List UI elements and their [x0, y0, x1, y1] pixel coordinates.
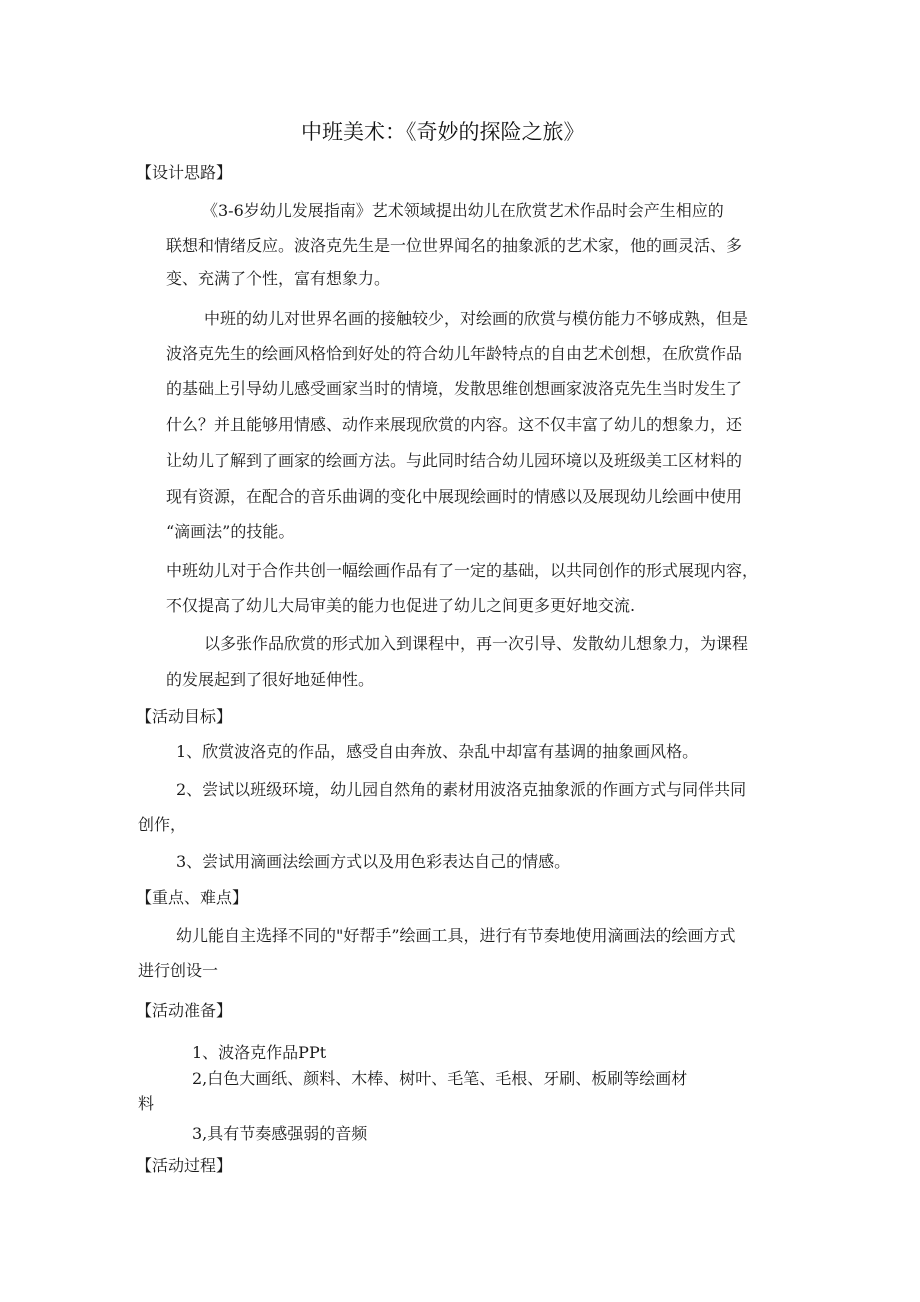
goal-item: 2、尝试以班级环境，幼儿园自然角的素材用波洛克抽象派的作画方式与同伴共同: [176, 780, 747, 799]
goal-item: 1、欣赏波洛克的作品，感受自由奔放、杂乱中却富有基调的抽象画风格。: [176, 742, 699, 761]
paragraph-line: 《3-6岁幼儿发展指南》艺术领域提出幼儿在欣赏艺术作品时会产生相应的: [202, 201, 724, 220]
paragraph-line: 幼儿能自主选择不同的"好帮手”绘画工具，进行有节奏地使用滴画法的绘画方式: [176, 926, 736, 945]
paragraph-line: 联想和情绪反应。波洛克先生是一位世界闻名的抽象派的艺术家，他的画灵活、多: [166, 236, 743, 255]
paragraph-line: 的发展起到了很好地延伸性。: [166, 670, 375, 689]
preparation-item: 2,白色大画纸、颜料、木棒、树叶、毛笔、毛根、牙刷、板刷等绘画材: [192, 1069, 688, 1088]
section-heading-process: 【活动过程】: [136, 1156, 233, 1175]
paragraph-line: 的基础上引导幼儿感受画家当时的情境，发散思维创想画家波洛克先生当时发生了: [166, 379, 743, 398]
preparation-item: 1、波洛克作品PPt: [192, 1043, 327, 1062]
paragraph-line: “滴画法”的技能。: [166, 522, 295, 541]
goal-item: 3、尝试用滴画法绘画方式以及用色彩表达自己的情感。: [176, 852, 571, 871]
paragraph-line: 中班的幼儿对世界名画的接触较少，对绘画的欣赏与模仿能力不够成熟，但是: [204, 309, 749, 328]
paragraph-line: 波洛克先生的绘画风格恰到好处的符合幼儿年龄特点的自由艺术创想，在欣赏作品: [166, 344, 743, 363]
preparation-item-continued: 料: [138, 1094, 155, 1113]
paragraph-line: 变、充满了个性，富有想象力。: [166, 269, 391, 288]
paragraph-line: 不仅提高了幼儿大局审美的能力也促进了幼儿之间更多更好地交流.: [166, 596, 636, 615]
section-heading-design: 【设计思路】: [136, 163, 233, 182]
paragraph-line: 现有资源，在配合的音乐曲调的变化中展现绘画时的情感以及展现幼儿绘画中使用: [166, 487, 743, 506]
paragraph-line: 让幼儿了解到了画家的绘画方法。与此同时结合幼儿园环境以及班级美工区材料的: [166, 451, 743, 470]
paragraph-line: 以多张作品欣赏的形式加入到课程中，再一次引导、发散幼儿想象力，为课程: [204, 634, 749, 653]
paragraph-line: 什么？并且能够用情感、动作来展现欣赏的内容。这不仅丰富了幼儿的想象力，还: [166, 415, 743, 434]
page-title: 中班美术：《奇妙的探险之旅》: [301, 120, 585, 144]
paragraph-line: 中班幼儿对于合作共创一幅绘画作品有了一定的基础，以共同创作的形式展现内容，: [166, 561, 759, 580]
section-heading-goals: 【活动目标】: [136, 707, 233, 726]
paragraph-line: 进行创设一: [138, 961, 219, 980]
preparation-item: 3,具有节奏感强弱的音频: [192, 1124, 368, 1143]
section-heading-key-points: 【重点、难点】: [136, 888, 249, 907]
section-heading-preparation: 【活动准备】: [136, 1001, 233, 1020]
goal-item-continued: 创作，: [138, 815, 187, 834]
